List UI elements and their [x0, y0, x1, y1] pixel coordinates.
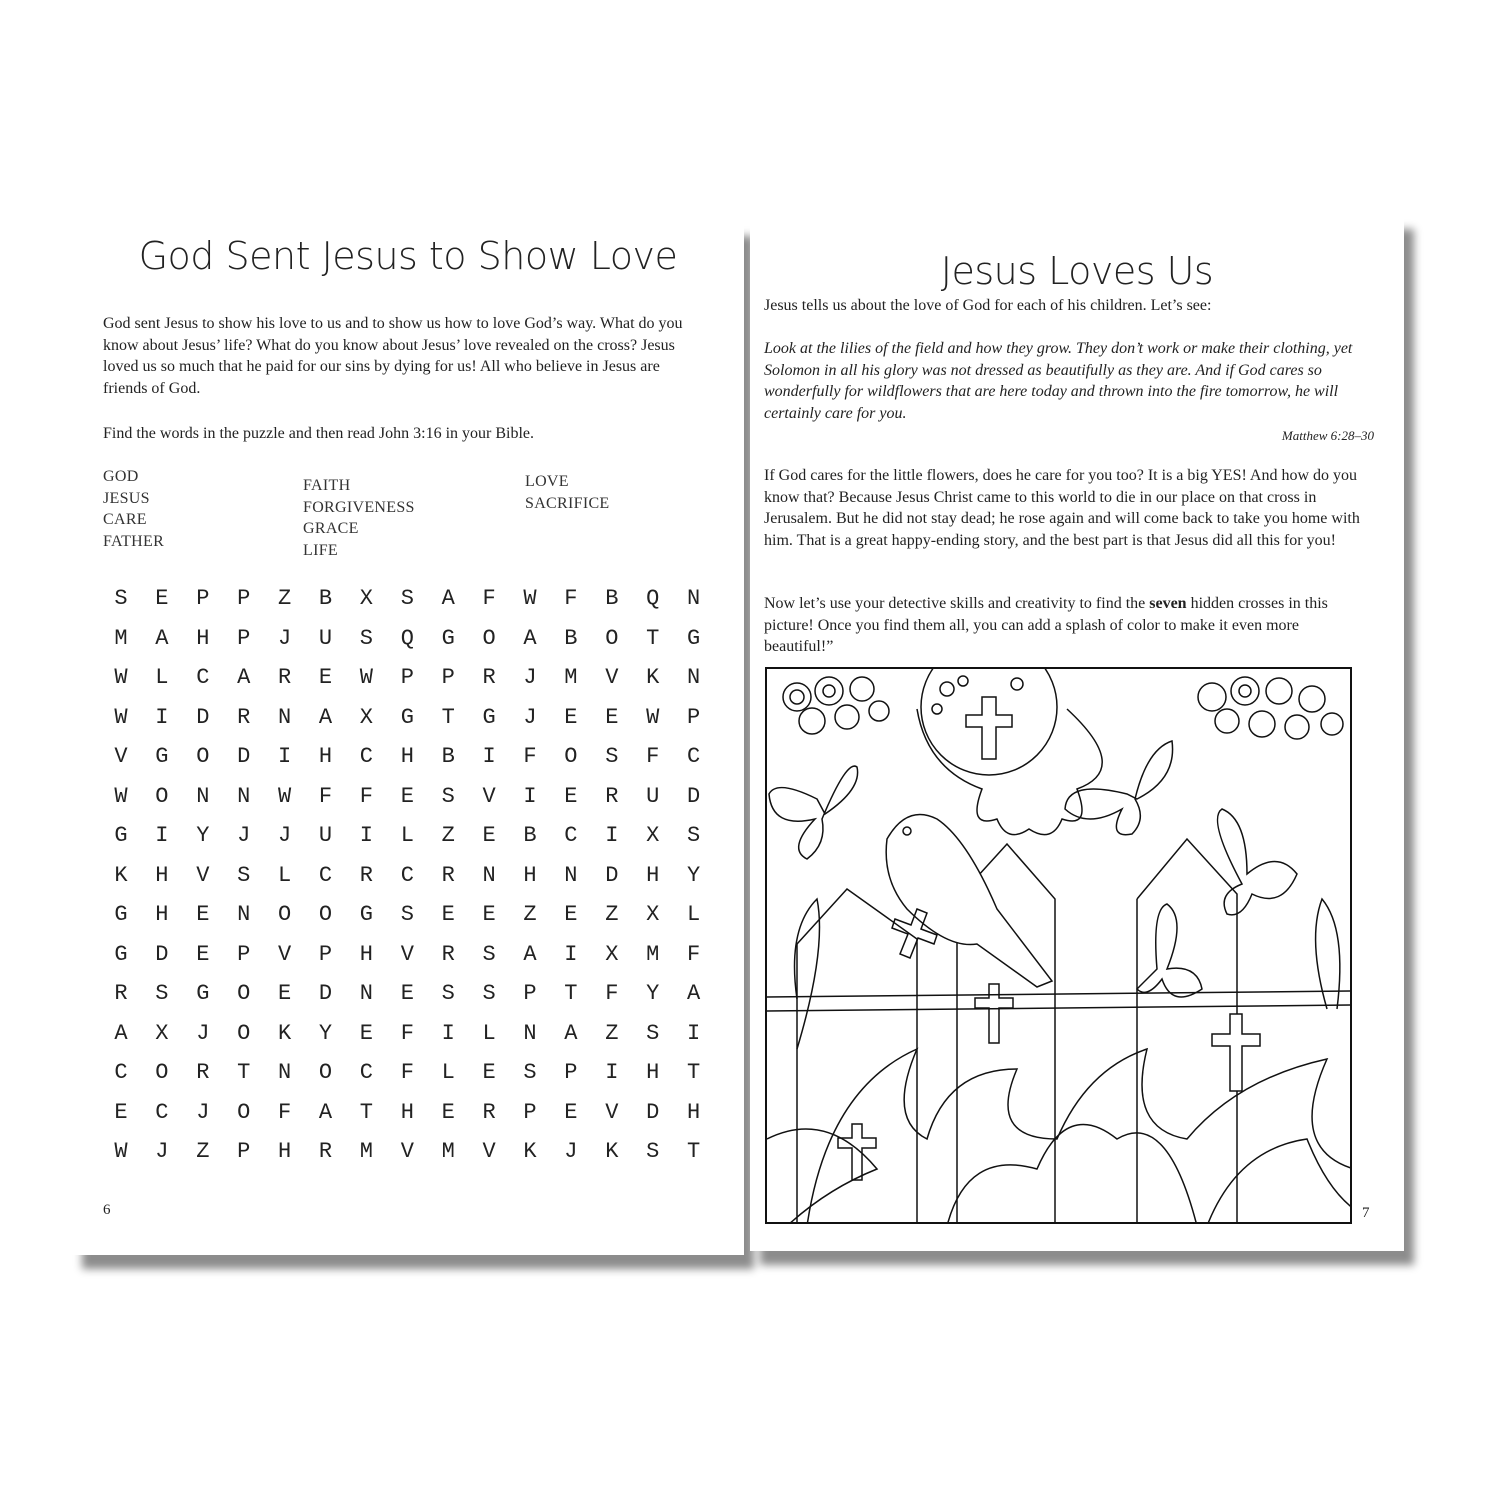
grid-letter[interactable]: T: [359, 1099, 373, 1125]
grid-letter[interactable]: S: [646, 1139, 660, 1164]
grid-letter[interactable]: R: [114, 981, 128, 1006]
grid-letter[interactable]: T: [564, 981, 578, 1006]
right-page: [750, 215, 1404, 1251]
grid-letter[interactable]: A: [114, 1020, 128, 1046]
grid-letter[interactable]: C: [155, 1099, 169, 1125]
grid-letter[interactable]: J: [237, 823, 251, 848]
grid-letter[interactable]: P: [686, 704, 701, 730]
grid-letter[interactable]: E: [359, 1020, 373, 1046]
grid-letter[interactable]: E: [605, 704, 619, 730]
grid-letter[interactable]: V: [482, 783, 496, 809]
word-item: LOVE: [525, 473, 569, 490]
grid-letter[interactable]: R: [482, 1099, 496, 1125]
coloring-illustration: [765, 667, 1352, 1224]
cloud-left: [783, 677, 889, 734]
grid-letter[interactable]: S: [441, 981, 455, 1006]
grid-letter[interactable]: I: [359, 823, 373, 848]
grid-letter[interactable]: Y: [196, 823, 210, 848]
grid-letter[interactable]: D: [318, 981, 333, 1006]
grid-letter[interactable]: W: [359, 665, 373, 690]
grid-letter[interactable]: G: [114, 902, 128, 927]
grid-letter[interactable]: F: [482, 586, 496, 611]
page-title: God Sent Jesus to Show Love: [138, 234, 678, 278]
grid-letter[interactable]: P: [196, 586, 210, 611]
grid-letter[interactable]: H: [400, 744, 414, 769]
grid-letter[interactable]: K: [523, 1139, 537, 1164]
grid-letter[interactable]: H: [523, 862, 537, 888]
grid-letter[interactable]: J: [523, 665, 537, 690]
word-item: FAITH: [303, 477, 351, 494]
grid-letter[interactable]: Z: [277, 586, 292, 611]
grid-letter[interactable]: Z: [605, 1020, 619, 1046]
grid-letter[interactable]: O: [564, 744, 578, 769]
grid-letter[interactable]: G: [114, 941, 128, 967]
grid-letter[interactable]: B: [605, 586, 619, 611]
grid-letter[interactable]: I: [155, 823, 169, 848]
grid-letter[interactable]: T: [237, 1060, 251, 1085]
grid-letter[interactable]: Y: [318, 1020, 333, 1046]
grid-letter[interactable]: V: [277, 941, 292, 967]
grid-letter[interactable]: G: [155, 744, 169, 769]
grid-letter[interactable]: E: [196, 941, 210, 967]
butterfly-left: [769, 766, 858, 859]
grid-letter[interactable]: H: [359, 941, 373, 967]
grid-letter[interactable]: P: [318, 941, 333, 967]
grid-letter[interactable]: S: [359, 625, 373, 651]
grid-letter[interactable]: M: [646, 941, 660, 967]
grid-letter[interactable]: S: [482, 941, 496, 967]
grid-letter[interactable]: A: [318, 704, 333, 730]
grid-letter[interactable]: C: [564, 823, 578, 848]
grid-letter[interactable]: R: [441, 941, 455, 967]
grid-letter[interactable]: C: [114, 1060, 128, 1085]
grid-letter[interactable]: Z: [605, 902, 619, 927]
grid-letter[interactable]: H: [277, 1139, 292, 1164]
grid-letter[interactable]: I: [523, 783, 537, 809]
page-number: 7: [1362, 1205, 1370, 1221]
grid-letter[interactable]: V: [196, 862, 210, 888]
grid-letter[interactable]: F: [277, 1099, 292, 1125]
grid-letter[interactable]: R: [318, 1139, 333, 1164]
grid-letter[interactable]: D: [155, 941, 169, 967]
grid-letter[interactable]: S: [482, 981, 496, 1006]
bird: [886, 815, 1052, 988]
grid-letter[interactable]: V: [114, 744, 128, 769]
grid-letter[interactable]: A: [686, 981, 701, 1006]
grid-letter[interactable]: E: [400, 981, 414, 1006]
grid-letter[interactable]: K: [646, 665, 660, 690]
grid-letter[interactable]: A: [564, 1020, 578, 1046]
grid-letter[interactable]: I: [686, 1020, 701, 1046]
grid-letter[interactable]: T: [441, 704, 455, 730]
grid-letter[interactable]: T: [686, 1139, 701, 1164]
grid-letter[interactable]: D: [237, 744, 251, 769]
grid-letter[interactable]: V: [605, 1099, 619, 1125]
grid-letter[interactable]: H: [646, 862, 660, 888]
grid-letter[interactable]: Q: [646, 586, 660, 611]
grid-letter[interactable]: L: [441, 1060, 455, 1085]
grid-letter[interactable]: S: [400, 586, 414, 611]
grid-letter[interactable]: G: [114, 823, 128, 848]
grid-letter[interactable]: J: [277, 625, 292, 651]
emphasis-seven: seven: [1149, 595, 1187, 612]
grid-letter[interactable]: H: [400, 1099, 414, 1125]
grid-letter[interactable]: M: [564, 665, 578, 690]
grid-letter[interactable]: N: [277, 1060, 292, 1085]
grid-letter[interactable]: R: [441, 862, 455, 888]
grid-letter[interactable]: W: [646, 704, 660, 730]
grid-letter[interactable]: N: [482, 862, 496, 888]
grid-letter[interactable]: D: [646, 1099, 660, 1125]
grid-letter[interactable]: Z: [523, 902, 537, 927]
grid-letter[interactable]: L: [686, 902, 701, 927]
grid-letter[interactable]: W: [277, 783, 292, 809]
grid-letter[interactable]: F: [318, 783, 333, 809]
grid-letter[interactable]: D: [605, 862, 619, 888]
sun: [917, 669, 1102, 835]
grid-letter[interactable]: C: [359, 1060, 373, 1085]
grid-letter[interactable]: R: [237, 704, 251, 730]
grid-letter[interactable]: S: [605, 744, 619, 769]
grid-letter[interactable]: N: [359, 981, 373, 1006]
word-item: GRACE: [303, 520, 359, 537]
scripture-citation: Matthew 6:28–30: [1281, 428, 1374, 443]
grid-letter[interactable]: A: [237, 665, 251, 690]
grid-letter[interactable]: S: [686, 823, 701, 848]
grid-letter[interactable]: E: [482, 823, 496, 848]
grid-letter[interactable]: T: [646, 625, 660, 651]
grid-letter[interactable]: I: [482, 744, 496, 769]
cloud-right: [1198, 677, 1343, 739]
grid-letter[interactable]: E: [277, 981, 292, 1006]
grid-letter[interactable]: A: [318, 1099, 333, 1125]
word-item: FORGIVENESS: [303, 498, 415, 516]
word-item: CARE: [103, 511, 147, 528]
grid-letter[interactable]: I: [605, 823, 619, 848]
grid-letter[interactable]: B: [318, 586, 333, 611]
grid-letter[interactable]: J: [196, 1099, 210, 1125]
grid-letter[interactable]: S: [237, 862, 251, 888]
grid-letter[interactable]: K: [277, 1020, 292, 1046]
grid-letter[interactable]: G: [359, 902, 373, 927]
grid-letter[interactable]: H: [686, 1099, 701, 1125]
scripture-quote: Look at the lilies of the field and how they grow. They don’t work or make their clothing, yet Solomon in all his glory was not dressed as beautifully as they are. And if God cares so wonderfully for wildflowers that are here today and thrown into the fire tomorrow, he will certainly care for you.: [764, 340, 1353, 422]
word-item: JESUS: [103, 489, 150, 507]
grid-letter[interactable]: R: [277, 665, 292, 690]
challenge-paragraph: Now let’s use your detective skills and creativity to find the seven hidden crosses in this picture! Once you find them all, you can add a splash of color to make it even more beautiful!”: [764, 595, 1328, 655]
grid-letter[interactable]: F: [359, 783, 373, 809]
grid-letter[interactable]: C: [359, 744, 373, 769]
grid-letter[interactable]: N: [277, 704, 292, 730]
grid-letter[interactable]: S: [441, 783, 455, 809]
grid-letter[interactable]: E: [114, 1099, 128, 1125]
grid-letter[interactable]: E: [564, 902, 578, 927]
word-item: LIFE: [303, 541, 338, 559]
grid-letter[interactable]: V: [605, 665, 619, 690]
grid-letter[interactable]: C: [400, 862, 414, 888]
grid-letter[interactable]: X: [155, 1020, 169, 1046]
grid-letter[interactable]: H: [318, 744, 333, 769]
grid-letter[interactable]: N: [523, 1020, 537, 1046]
grid-letter[interactable]: B: [564, 625, 578, 651]
grid-letter[interactable]: L: [277, 862, 292, 888]
grid-letter[interactable]: J: [523, 704, 537, 730]
grid-letter[interactable]: E: [482, 1060, 496, 1085]
grid-letter[interactable]: L: [155, 665, 169, 690]
grid-letter[interactable]: I: [564, 941, 578, 967]
grid-letter[interactable]: W: [114, 665, 128, 690]
grid-letter[interactable]: U: [646, 783, 660, 809]
grid-letter[interactable]: R: [605, 783, 619, 809]
grid-letter[interactable]: E: [196, 902, 210, 927]
grid-letter[interactable]: G: [400, 704, 414, 730]
grid-letter[interactable]: B: [441, 744, 455, 769]
page-number: 6: [103, 1202, 111, 1218]
word-item: SACRIFICE: [525, 494, 610, 512]
grid-letter[interactable]: J: [277, 823, 292, 848]
grid-letter[interactable]: C: [318, 862, 333, 888]
grid-letter[interactable]: X: [646, 902, 660, 927]
grid-letter[interactable]: I: [155, 704, 169, 730]
grid-letter[interactable]: E: [400, 783, 414, 809]
grid-letter[interactable]: W: [114, 783, 128, 809]
grid-letter[interactable]: U: [318, 823, 333, 848]
left-page: [72, 222, 744, 1255]
grid-letter[interactable]: H: [155, 862, 169, 888]
grid-letter[interactable]: S: [523, 1060, 537, 1085]
grid-letter[interactable]: R: [359, 862, 373, 888]
grid-letter[interactable]: O: [155, 1060, 169, 1085]
grid-letter[interactable]: S: [155, 981, 169, 1006]
grid-letter[interactable]: E: [482, 902, 496, 927]
intro-paragraph: Jesus tells us about the love of God for each of his children. Let’s see:: [764, 297, 1212, 314]
grid-letter[interactable]: M: [359, 1139, 373, 1164]
grid-letter[interactable]: F: [646, 744, 660, 769]
grid-letter[interactable]: X: [646, 823, 660, 848]
grid-letter[interactable]: N: [196, 783, 210, 809]
grid-letter[interactable]: G: [441, 625, 455, 651]
grid-letter[interactable]: I: [441, 1020, 455, 1046]
word-list-column-1: [103, 466, 164, 552]
grid-letter[interactable]: H: [155, 902, 169, 927]
grid-letter[interactable]: N: [237, 902, 251, 927]
grid-letter[interactable]: E: [564, 783, 578, 809]
grid-letter[interactable]: P: [441, 665, 455, 690]
grid-letter[interactable]: W: [114, 1139, 128, 1164]
grid-letter[interactable]: W: [114, 704, 128, 730]
grid-letter[interactable]: F: [400, 1060, 414, 1085]
grid-letter[interactable]: O: [237, 1099, 251, 1125]
grid-letter[interactable]: S: [114, 586, 128, 611]
grid-letter[interactable]: O: [155, 783, 169, 809]
grid-letter[interactable]: K: [605, 1139, 619, 1164]
instruction-text: Find the words in the puzzle and then read John 3:16 in your Bible.: [103, 425, 535, 442]
grid-letter[interactable]: A: [523, 941, 537, 967]
cross-fence: [975, 984, 1013, 1043]
grid-letter[interactable]: N: [686, 586, 701, 611]
butterfly-middle: [1137, 904, 1202, 997]
grid-letter[interactable]: Y: [646, 981, 660, 1006]
grid-letter[interactable]: E: [564, 704, 578, 730]
grid-letter[interactable]: E: [564, 1099, 578, 1125]
grid-letter[interactable]: F: [400, 1020, 414, 1046]
grid-letter[interactable]: P: [237, 625, 251, 651]
grid-letter[interactable]: E: [318, 665, 333, 690]
grid-letter[interactable]: C: [196, 665, 210, 690]
grid-letter[interactable]: F: [605, 981, 619, 1006]
grid-letter[interactable]: G: [196, 981, 210, 1006]
word-item: FATHER: [103, 532, 165, 550]
grid-letter[interactable]: T: [686, 1060, 701, 1085]
grid-letter[interactable]: A: [523, 625, 537, 651]
grid-letter[interactable]: P: [400, 665, 414, 690]
grid-letter[interactable]: M: [114, 625, 128, 651]
grid-letter[interactable]: Z: [196, 1139, 210, 1164]
word-list-column-2: [303, 475, 415, 561]
grid-letter[interactable]: O: [237, 981, 251, 1006]
grid-letter[interactable]: J: [155, 1139, 169, 1164]
grid-letter[interactable]: B: [523, 823, 537, 848]
grid-letter[interactable]: J: [564, 1139, 578, 1164]
word-item: GOD: [103, 468, 139, 485]
grid-letter[interactable]: P: [523, 1099, 537, 1125]
grid-letter[interactable]: O: [318, 1060, 333, 1085]
grid-letter[interactable]: F: [523, 744, 537, 769]
grid-letter[interactable]: Z: [441, 823, 455, 848]
grid-letter[interactable]: L: [482, 1020, 496, 1046]
grid-letter[interactable]: L: [400, 823, 414, 848]
grid-letter[interactable]: P: [237, 586, 251, 611]
grid-letter[interactable]: E: [155, 586, 169, 611]
grid-letter[interactable]: X: [359, 704, 373, 730]
page-title: Jesus Loves Us: [940, 249, 1214, 293]
grid-letter[interactable]: A: [441, 586, 455, 611]
grid-letter[interactable]: U: [318, 625, 333, 651]
body-paragraph: If God cares for the little flowers, does he care for you too? It is a big YES! And how do you know that? Because Jesus Christ came to this world to die in our place on that cross in Jerusalem. But he did not stay dead; he rose again and will come back to take you home with him. That is a great happy-ending story, and the best part is that Jesus did all this for you!: [764, 467, 1360, 549]
grid-letter[interactable]: O: [482, 625, 496, 651]
grid-letter[interactable]: R: [482, 665, 496, 690]
grid-letter[interactable]: P: [523, 981, 537, 1006]
grid-letter[interactable]: V: [400, 1139, 414, 1164]
grid-letter[interactable]: S: [646, 1020, 660, 1046]
grid-letter[interactable]: R: [196, 1060, 210, 1085]
grid-letter[interactable]: N: [237, 783, 251, 809]
grid-letter[interactable]: O: [277, 902, 292, 927]
grid-letter[interactable]: I: [277, 744, 292, 769]
grid-letter[interactable]: V: [482, 1139, 496, 1164]
grid-letter[interactable]: V: [400, 941, 414, 967]
grid-letter[interactable]: P: [564, 1060, 578, 1085]
grid-letter[interactable]: O: [237, 1020, 251, 1046]
grid-letter[interactable]: H: [196, 625, 210, 651]
grid-letter[interactable]: F: [686, 941, 701, 967]
grid-letter[interactable]: P: [237, 1139, 251, 1164]
grid-letter[interactable]: D: [686, 783, 701, 809]
grid-letter[interactable]: I: [605, 1060, 619, 1085]
grid-letter[interactable]: G: [482, 704, 496, 730]
grid-letter[interactable]: W: [523, 586, 537, 611]
grid-letter[interactable]: J: [196, 1020, 210, 1046]
grid-letter[interactable]: G: [686, 625, 701, 651]
cross-right: [1212, 1014, 1260, 1091]
grid-letter[interactable]: X: [605, 941, 619, 967]
grid-letter[interactable]: Y: [686, 862, 701, 888]
word-list-column-3: [525, 471, 610, 514]
grid-letter[interactable]: C: [686, 744, 701, 769]
grid-letter[interactable]: N: [686, 665, 701, 690]
grid-letter[interactable]: O: [605, 625, 619, 651]
grid-letter[interactable]: X: [359, 586, 373, 611]
grid-letter[interactable]: O: [318, 902, 333, 927]
grid-letter[interactable]: Q: [400, 625, 414, 651]
grid-letter[interactable]: E: [441, 902, 455, 927]
grid-letter[interactable]: H: [646, 1060, 660, 1085]
grid-letter[interactable]: K: [114, 862, 128, 888]
intro-paragraph: God sent Jesus to show his love to us and to show us how to love God’s way. What do you know about Jesus’ life? What do you know about Jesus’ love revealed on the cross? Jesus loved us so much that he paid for our sins by dying for us! All who believe in Jesus are friends of God.: [103, 315, 683, 397]
grid-letter[interactable]: P: [237, 941, 251, 967]
grid-letter[interactable]: N: [564, 862, 578, 888]
butterfly-right: [1218, 809, 1298, 915]
grid-letter[interactable]: E: [441, 1099, 455, 1125]
grid-letter[interactable]: A: [155, 625, 169, 651]
grid-letter[interactable]: O: [196, 744, 210, 769]
grid-letter[interactable]: F: [564, 586, 578, 611]
grid-letter[interactable]: D: [196, 704, 210, 730]
grid-letter[interactable]: S: [400, 902, 414, 927]
grid-letter[interactable]: M: [441, 1139, 455, 1164]
